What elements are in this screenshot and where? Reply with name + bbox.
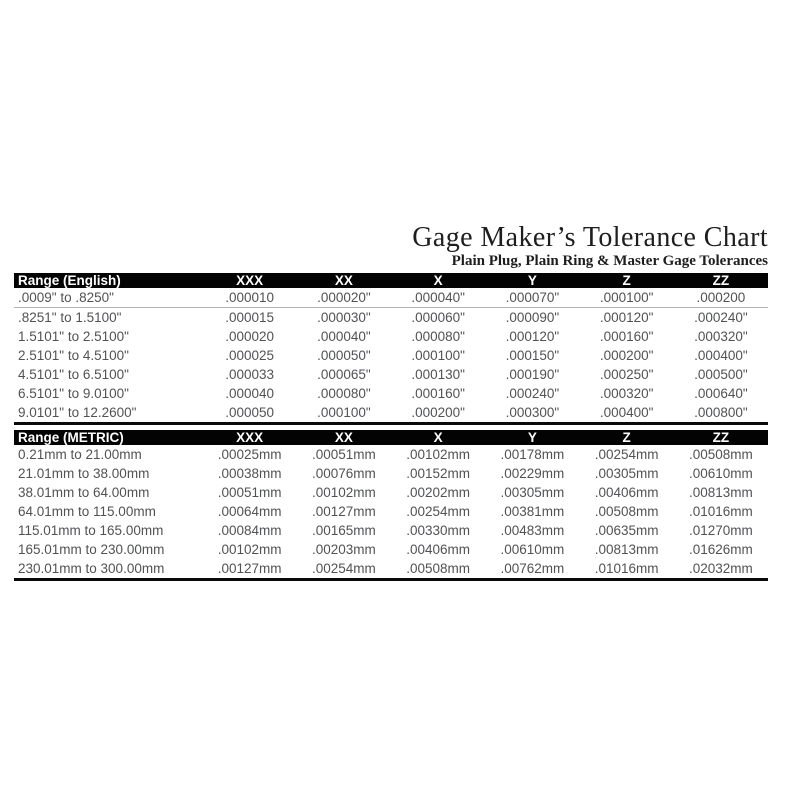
page-title: Gage Maker’s Tolerance Chart: [412, 222, 768, 253]
range-cell: 230.01mm to 300.00mm: [18, 561, 165, 577]
tolerance-chart: [14, 223, 768, 581]
tolerance-value-cell: .000120": [505, 329, 560, 345]
tolerance-value-cell: .000240": [505, 386, 560, 402]
tolerance-value-cell: .00127mm: [217, 561, 282, 577]
tolerance-value-cell: .00038mm: [217, 466, 282, 482]
tolerance-value-cell: .00254mm: [406, 504, 471, 520]
tolerance-value-cell: .00813mm: [594, 542, 659, 558]
tolerance-value-cell: .000160": [599, 329, 654, 345]
tolerance-value-cell: .000050": [317, 348, 371, 364]
tolerance-value-cell: .00127mm: [311, 504, 376, 520]
tolerance-value-cell: .000800": [694, 405, 748, 421]
tolerance-value-cell: .01016mm: [688, 504, 753, 520]
english-tolerance-table: [14, 273, 768, 425]
range-cell: 0.21mm to 21.00mm: [18, 447, 142, 463]
range-cell: 64.01mm to 115.00mm: [18, 504, 156, 520]
tolerance-value-cell: .01626mm: [688, 542, 753, 558]
table-row: [14, 445, 768, 464]
range-cell: 38.01mm to 64.00mm: [18, 485, 150, 501]
tolerance-value-cell: .000010: [203, 288, 297, 308]
tolerance-value-cell: .00051mm: [217, 485, 282, 501]
range-cell: .8251" to 1.5100": [18, 310, 122, 326]
tolerance-value-cell: .000150": [505, 348, 560, 364]
table-row: [14, 502, 768, 521]
tolerance-value-cell: .000065": [317, 367, 371, 383]
table-row: [14, 365, 768, 384]
metric-header-row: [14, 430, 768, 445]
tolerance-value-cell: .02032mm: [688, 561, 753, 577]
tolerance-value-cell: .000020: [225, 329, 275, 345]
column-header-xxx: XXX: [236, 273, 264, 289]
column-header-zz: ZZ: [712, 430, 730, 446]
tolerance-value-cell: .000060": [411, 310, 465, 326]
column-header-zz: ZZ: [712, 273, 730, 289]
tolerance-value-cell: .00076mm: [311, 466, 376, 482]
table-row: [14, 521, 768, 540]
tolerance-value-cell: .00254mm: [311, 561, 376, 577]
tolerance-value-cell: .00508mm: [406, 561, 471, 577]
table-row: [14, 327, 768, 346]
tolerance-value-cell: .00330mm: [406, 523, 471, 539]
tolerance-value-cell: .000640": [694, 386, 748, 402]
tolerance-value-cell: .000025: [225, 348, 275, 364]
column-header-xxx: XXX: [236, 430, 264, 446]
tolerance-value-cell: .000080": [411, 329, 465, 345]
page-subtitle: Plain Plug, Plain Ring & Master Gage Tolerances: [451, 253, 768, 270]
tolerance-value-cell: .000320": [694, 329, 748, 345]
tolerance-value-cell: .000100": [411, 348, 465, 364]
tolerance-value-cell: .00762mm: [500, 561, 565, 577]
tolerance-value-cell: .000300": [505, 405, 560, 421]
tolerance-value-cell: .00102mm: [406, 447, 471, 463]
range-cell: 21.01mm to 38.00mm: [18, 466, 150, 482]
tolerance-value-cell: .000200: [674, 288, 768, 308]
tolerance-value-cell: .000020": [297, 288, 391, 308]
tolerance-value-cell: .00381mm: [500, 504, 565, 520]
tolerance-value-cell: .00508mm: [688, 447, 753, 463]
tolerance-value-cell: .000240": [694, 310, 748, 326]
tolerance-value-cell: .000033: [225, 367, 275, 383]
english-header-row: [14, 273, 768, 288]
tolerance-value-cell: .000400": [694, 348, 748, 364]
column-header-y: Y: [527, 273, 537, 289]
tolerance-value-cell: .000200": [411, 405, 465, 421]
range-cell: 6.5101" to 9.0100": [18, 386, 129, 402]
range-cell: 1.5101" to 2.5100": [18, 329, 129, 345]
tolerance-value-cell: .00102mm: [217, 542, 282, 558]
tolerance-value-cell: .00254mm: [594, 447, 659, 463]
table-row: [14, 540, 768, 559]
column-header-xx: XX: [334, 430, 353, 446]
tolerance-value-cell: .000100": [580, 288, 674, 308]
tolerance-value-cell: .000040: [225, 386, 275, 402]
tolerance-value-cell: .000500": [694, 367, 748, 383]
tolerance-value-cell: .000040": [391, 288, 485, 308]
table-row: [14, 464, 768, 483]
tolerance-value-cell: .00406mm: [406, 542, 471, 558]
tolerance-value-cell: .000090": [505, 310, 560, 326]
column-header-x: X: [433, 430, 443, 446]
metric-range-header: Range (METRIC): [18, 430, 124, 446]
tolerance-value-cell: .01016mm: [594, 561, 659, 577]
tolerance-value-cell: .00152mm: [406, 466, 471, 482]
column-header-xx: XX: [334, 273, 353, 289]
tolerance-value-cell: .01270mm: [688, 523, 753, 539]
tolerance-value-cell: .000080": [317, 386, 371, 402]
range-cell: 2.5101" to 4.5100": [18, 348, 129, 364]
tolerance-value-cell: .000015: [225, 310, 275, 326]
range-cell: 115.01mm to 165.00mm: [18, 523, 164, 539]
range-cell: .0009" to .8250": [14, 288, 203, 308]
table-row: [14, 288, 768, 308]
tolerance-value-cell: .000200": [599, 348, 654, 364]
column-header-x: X: [433, 273, 443, 289]
tolerance-value-cell: .00202mm: [406, 485, 471, 501]
tolerance-value-cell: .00229mm: [500, 466, 565, 482]
tolerance-value-cell: .00165mm: [311, 523, 376, 539]
tolerance-value-cell: .00813mm: [688, 485, 753, 501]
english-range-header: Range (English): [18, 273, 121, 289]
tolerance-value-cell: .00305mm: [594, 466, 659, 482]
tolerance-value-cell: .00635mm: [594, 523, 659, 539]
tolerance-value-cell: .000030": [317, 310, 371, 326]
tolerance-value-cell: .00178mm: [500, 447, 565, 463]
tolerance-value-cell: .00483mm: [500, 523, 565, 539]
tolerance-value-cell: .000160": [411, 386, 465, 402]
tolerance-value-cell: .00084mm: [217, 523, 282, 539]
table-row: [14, 384, 768, 403]
range-cell: 165.01mm to 230.00mm: [18, 542, 165, 558]
range-cell: 4.5101" to 6.5100": [18, 367, 129, 383]
tolerance-value-cell: .00064mm: [217, 504, 282, 520]
table-row: [14, 483, 768, 502]
tolerance-value-cell: .000320": [599, 386, 654, 402]
table-row: [14, 346, 768, 365]
table-row: [14, 403, 768, 424]
tolerance-value-cell: .000100": [317, 405, 371, 421]
tolerance-value-cell: .00508mm: [594, 504, 659, 520]
tolerance-value-cell: .00305mm: [500, 485, 565, 501]
tolerance-value-cell: .000250": [599, 367, 654, 383]
tolerance-value-cell: .000050: [225, 405, 275, 421]
tolerance-value-cell: .000130": [411, 367, 465, 383]
tolerance-value-cell: .000120": [599, 310, 654, 326]
range-cell: 9.0101" to 12.2600": [18, 405, 137, 421]
metric-tolerance-table: [14, 430, 768, 581]
tolerance-value-cell: .00051mm: [311, 447, 376, 463]
tolerance-value-cell: .000190": [505, 367, 560, 383]
column-header-z: Z: [622, 273, 631, 289]
tolerance-value-cell: .00406mm: [594, 485, 659, 501]
tolerance-value-cell: .000070": [485, 288, 579, 308]
tolerance-value-cell: .00102mm: [311, 485, 376, 501]
tolerance-value-cell: .00610mm: [688, 466, 753, 482]
tolerance-value-cell: .00025mm: [217, 447, 282, 463]
tolerance-value-cell: .000040": [317, 329, 371, 345]
tolerance-value-cell: .00203mm: [311, 542, 376, 558]
table-row: [14, 308, 768, 328]
tolerance-value-cell: .000400": [599, 405, 654, 421]
table-row: [14, 559, 768, 580]
column-header-y: Y: [527, 430, 537, 446]
column-header-z: Z: [622, 430, 631, 446]
tolerance-value-cell: .00610mm: [500, 542, 565, 558]
